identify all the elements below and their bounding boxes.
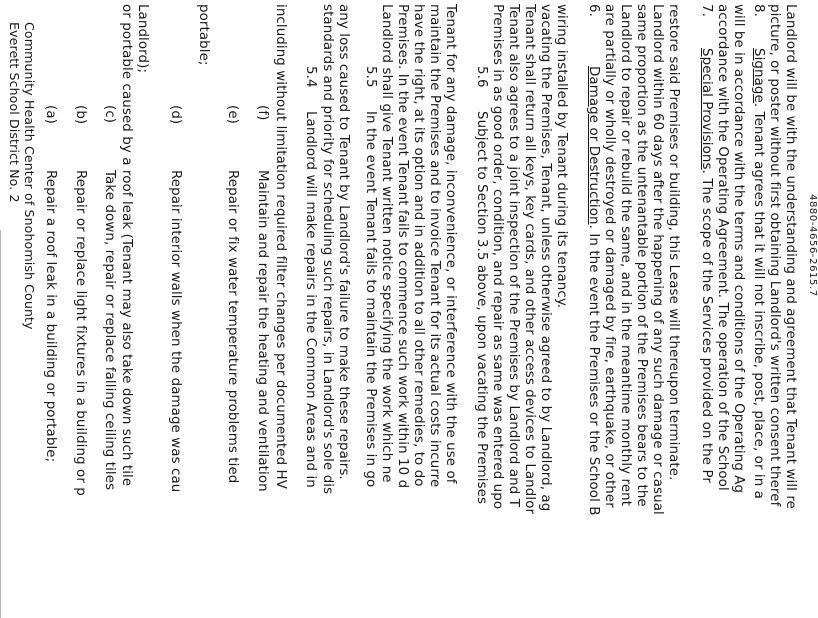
item-a-label: (a): [43, 105, 58, 124]
section-8-first-line-rest: . Tenant agrees that it will not inscribe, post, place, or in a: [751, 102, 766, 499]
header-line-2: Community Health Center of Snohomish County: [22, 22, 37, 330]
section-5-6-number: 5.6: [474, 66, 489, 88]
item-d-continuation: portable;: [196, 4, 211, 66]
section-5-4-number: 5.4: [303, 66, 318, 88]
section-8-number: 8.: [751, 4, 766, 17]
section-5-6-line-4: Tenant shall return all keys, key cards, and other access devices to Landlor: [522, 4, 537, 515]
item-f-continuation: including without limitation required filter changes per documented HV: [273, 4, 288, 489]
section-5-5-line-2: Landlord shall give Tenant written notice specifying the work which ne: [379, 4, 394, 483]
item-c-label: (c): [102, 105, 117, 124]
section-8-line-3: Landlord will be with the understanding and agreement that Tenant will re: [783, 4, 798, 509]
section-5-5-line-3: Premises. In the event Tenant fails to commence such work within 10 d: [395, 4, 410, 489]
section-5-6-line-1: Subject to Section 3.5 above, upon vacating the Premises: [474, 111, 489, 505]
item-e-text: Repair or fix water temperature problems tied: [225, 170, 240, 484]
item-f-label: (f): [255, 105, 270, 121]
section-5-6-line-3: Tenant also agrees to a joint inspection of the Premises by Landlord and T: [506, 4, 521, 507]
item-d-label: (d): [168, 105, 183, 125]
section-6-line-5: Landlord within 60 days after the happening of any such damage or casual: [650, 4, 665, 515]
section-5-6-line-6: wiring installed by Tenant during its tenancy.: [554, 4, 569, 309]
section-7-line-3: will be in accordance with the terms and conditions of the Operating Ag: [731, 4, 746, 494]
section-5-5-number: 5.5: [363, 66, 378, 88]
section-8-heading: Signage: [751, 48, 766, 103]
item-f-text: Maintain and repair the heating and ventilation: [255, 170, 270, 492]
item-c-continuation-1: or portable caused by a roof leak (Tenant may also take down such tile: [119, 4, 134, 487]
section-8-line-2: picture, or poster without first obtaining Landlord's written consent theref: [767, 4, 782, 507]
section-5-5-line-5: maintain the Premises and to invoice Tenant for its actual costs incurre: [427, 4, 442, 488]
section-6-line-3: Landlord to repair or rebuild the same, and in the meantime monthly rent: [618, 4, 633, 507]
section-8-first-line: [752, 48, 765, 499]
section-7-first-line-rest: . The scope of the Services provided on the Pr: [699, 169, 714, 484]
document-id-footer: 4880-4656-2615.7: [807, 194, 818, 297]
section-5-5-line-4: have the right, at its option and in addition to all other remedies, to do: [411, 4, 426, 487]
section-5-6-line-2: Premises in as good order, condition, and repair as same was entered upo: [490, 4, 505, 510]
section-5-5-line-1: In the event Tenant fails to maintain the Premises in go: [363, 111, 378, 488]
section-6-line-2: are partially or wholly destroyed or damaged by fire, earthquake, or other: [602, 4, 617, 508]
item-e-label: (e): [225, 105, 240, 124]
section-7-heading: Special Provisions: [699, 48, 714, 170]
section-6-heading: Damage or Destruction: [586, 66, 601, 225]
item-d-text: Repair interior walls when the damage was cau: [168, 170, 183, 493]
section-6-line-4: same proportion as the untenantable portion of the Premises bears to the: [634, 4, 649, 507]
section-6-first-line: [587, 66, 600, 516]
section-5-6-line-5: vacating the Premises, Tenant, unless otherwise agreed to by Landlord, ag: [538, 4, 553, 512]
section-5-5-line-6: Tenant for any damage, inconvenience, or interference with the use of: [443, 4, 458, 484]
section-6-first-line-rest: . In the event the Premises or the School B: [586, 224, 601, 516]
item-a-text: Repair a roof leak in a building or portable;: [43, 170, 58, 463]
section-7-number: 7.: [699, 4, 714, 17]
section-6-number: 6.: [586, 4, 601, 17]
section-7-first-line: [700, 48, 713, 483]
item-b-label: (b): [73, 105, 88, 125]
section-5-4-line-1: Landlord will make repairs in the Common Areas and in: [303, 111, 318, 488]
item-b-text: Repair or replace light fixtures in a building or p: [73, 170, 88, 496]
scan-edge-line: [0, 230, 1, 618]
section-5-4-line-2: standards and priority for scheduling such repairs, in Landlord's sole dis: [320, 4, 335, 495]
header-line-1: Everett School District No. 2: [7, 22, 22, 203]
item-c-continuation-2: Landlord);: [135, 4, 150, 74]
section-6-line-6: restore said Premises or building, this Lease will thereupon terminate.: [666, 4, 681, 481]
section-5-4-line-3: any loss caused to Tenant by Landlord's failure to make these repairs.: [336, 4, 351, 480]
section-7-line-2: accordance with the Operating Agreement. The operation of the School: [715, 4, 730, 491]
item-c-text: Take down, repair or replace falling ceiling tiles: [102, 170, 117, 491]
